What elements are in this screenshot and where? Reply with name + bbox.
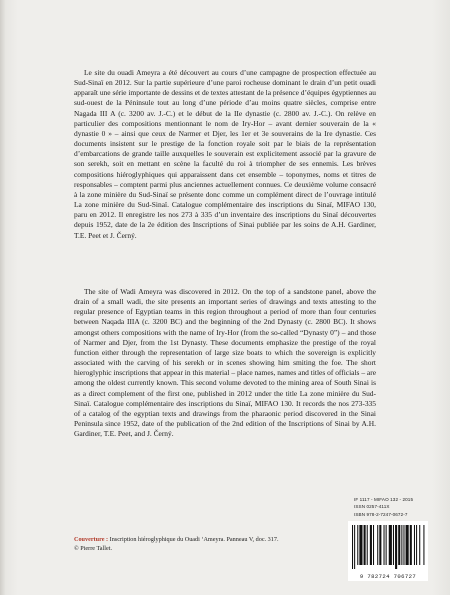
english-summary: The site of Wadi Ameyra was discovered in 2012. On the top of a sandstone panel, above the drain of a small wadi, the site presents an important series of drawings and texts attesting to the regular presence of Egyptian teams in this region throughout a period of more than four centuries between Naqada IIIA (c. 3200 BC) and the beginning of the 2nd Dynasty (c. 2800 BC). It shows amongst others compositions with the name of Iry-Hor (from the so-called “Dynasty 0”) – and those of Narmer and Djer, from the 1st Dynasty. These documents emphasize the prestige of the royal function either through the representation of large size boats to which the sovereign is explicitly associated with the carving of his serekh or in scenes showing him smiting the foe. The short hieroglyphic inscriptions that appear in this material – place names, names and titles of officials – are among the oldest currently known. This second volume devoted to the mining area of South Sinai is as a direct complement of the first one, published in 2012 under the title La zone minière du Sud-Sinaï. Catalogue complémentaire des inscriptions du Sinaï, MIFAO 130. It records the nos 273-335 of a catalog of the egyptian texts and drawings from the pharaonic period discovered in the Sinai Peninsula since 1952, date of the publication of the 2nd edition of the Inscriptions of Sinai by A.H. Gardiner, T.E. Peet, and J. Černý. bbox=[74, 287, 376, 439]
barcode-bar bbox=[401, 525, 402, 565]
barcode-number: 9 782724 706727 bbox=[359, 573, 417, 580]
barcode-bar bbox=[367, 525, 368, 565]
cover-credit-text: Inscription hiéroglyphique du Ouadi ‘Ameyra. Panneau V, doc. 317. bbox=[109, 536, 279, 543]
barcode-bar bbox=[406, 525, 409, 565]
barcode-bar bbox=[373, 525, 374, 565]
barcode-bar bbox=[386, 525, 387, 565]
barcode-bar bbox=[354, 525, 355, 569]
barcode-bar bbox=[398, 525, 400, 565]
barcode-bar bbox=[403, 525, 404, 565]
publication-identifiers bbox=[354, 496, 444, 518]
barcode-bar bbox=[357, 525, 358, 565]
barcode-bar bbox=[393, 525, 394, 565]
cover-credits bbox=[74, 535, 334, 553]
barcode-bar bbox=[384, 525, 385, 565]
barcode-bar bbox=[364, 525, 366, 565]
barcode-bar bbox=[419, 525, 420, 565]
cover-credit-label: Couverture : bbox=[74, 536, 109, 543]
barcode-bar bbox=[414, 525, 415, 565]
barcode-bar bbox=[423, 525, 424, 565]
barcode-bar bbox=[379, 525, 381, 565]
barcode-bar bbox=[359, 525, 362, 565]
issn-number: ISSN 0257-411X bbox=[354, 504, 390, 510]
barcode-bars bbox=[348, 521, 428, 571]
barcode bbox=[348, 521, 428, 581]
if-number: IF 1117 - MIFAO 132 - 2015 bbox=[354, 497, 414, 502]
barcode-bar bbox=[370, 525, 372, 565]
barcode-bar bbox=[389, 525, 392, 565]
photo-copyright: © Pierre Tallet. bbox=[74, 545, 113, 552]
barcode-bar bbox=[410, 525, 412, 565]
barcode-bar bbox=[377, 525, 378, 565]
barcode-bar bbox=[395, 525, 397, 569]
isbn-number: ISBN 978-2-7247-0672-7 bbox=[354, 511, 408, 517]
french-summary: Le site du ouadi Ameyra a été découvert au cours d’une campagne de prospection effectuée au Sud-Sinaï en 2012. Sur la partie supérieure d’une paroi rocheuse dominant le drain d’un petit ouadi apparaît une série importante de dessins et de textes attestant de la présence d’équipes égyptiennes au sud-ouest de la Péninsule tout au long d’une période d’au moins quatre siècles, comprise entre Nagada III A (c. 3200 av. J.-C.) et le début de la IIe dynastie (c. 2800 av. J.-C.). On relève en particulier des compositions mentionnant le nom de Iry-Hor – avant dernier souverain de la « dynastie 0 » – ainsi que ceux de Narmer et Djer, les 1er et 3e souverains de la Ire dynastie. Ces documents insistent sur le prestige de la fonction royale soit par le biais de la représentation d’embarcations de grande taille auxquelles le souverain est explicitement associé par la gravure de son serekh, soit en mettant en scène la faculté du roi à triompher de ses ennemis. Les brèves compositions hiéroglyphiques qui apparaissent dans cet ensemble – toponymes, noms et titres de responsables – comptent parmi plus anciennes actuellement connues. Ce deuxième volume consacré à la zone minière du Sud-Sinaï se présente donc comme un complément direct de l’ouvrage intitulé La zone minière du Sud-Sinaï. Catalogue complémentaire des inscriptions du Sinaï, MIFAO 130, paru en 2012. Il enregistre les nos 273 à 335 d’un inventaire des inscriptions du Sinaï découvertes depuis 1952, date de la 2e édition des Inscriptions of Sinai publiée par les soins de A.H. Gardiner, T.E. Peet et J. Černý. bbox=[74, 68, 376, 240]
barcode-bar bbox=[416, 525, 417, 565]
barcode-bar bbox=[352, 525, 353, 569]
spine-shadow bbox=[0, 0, 6, 595]
